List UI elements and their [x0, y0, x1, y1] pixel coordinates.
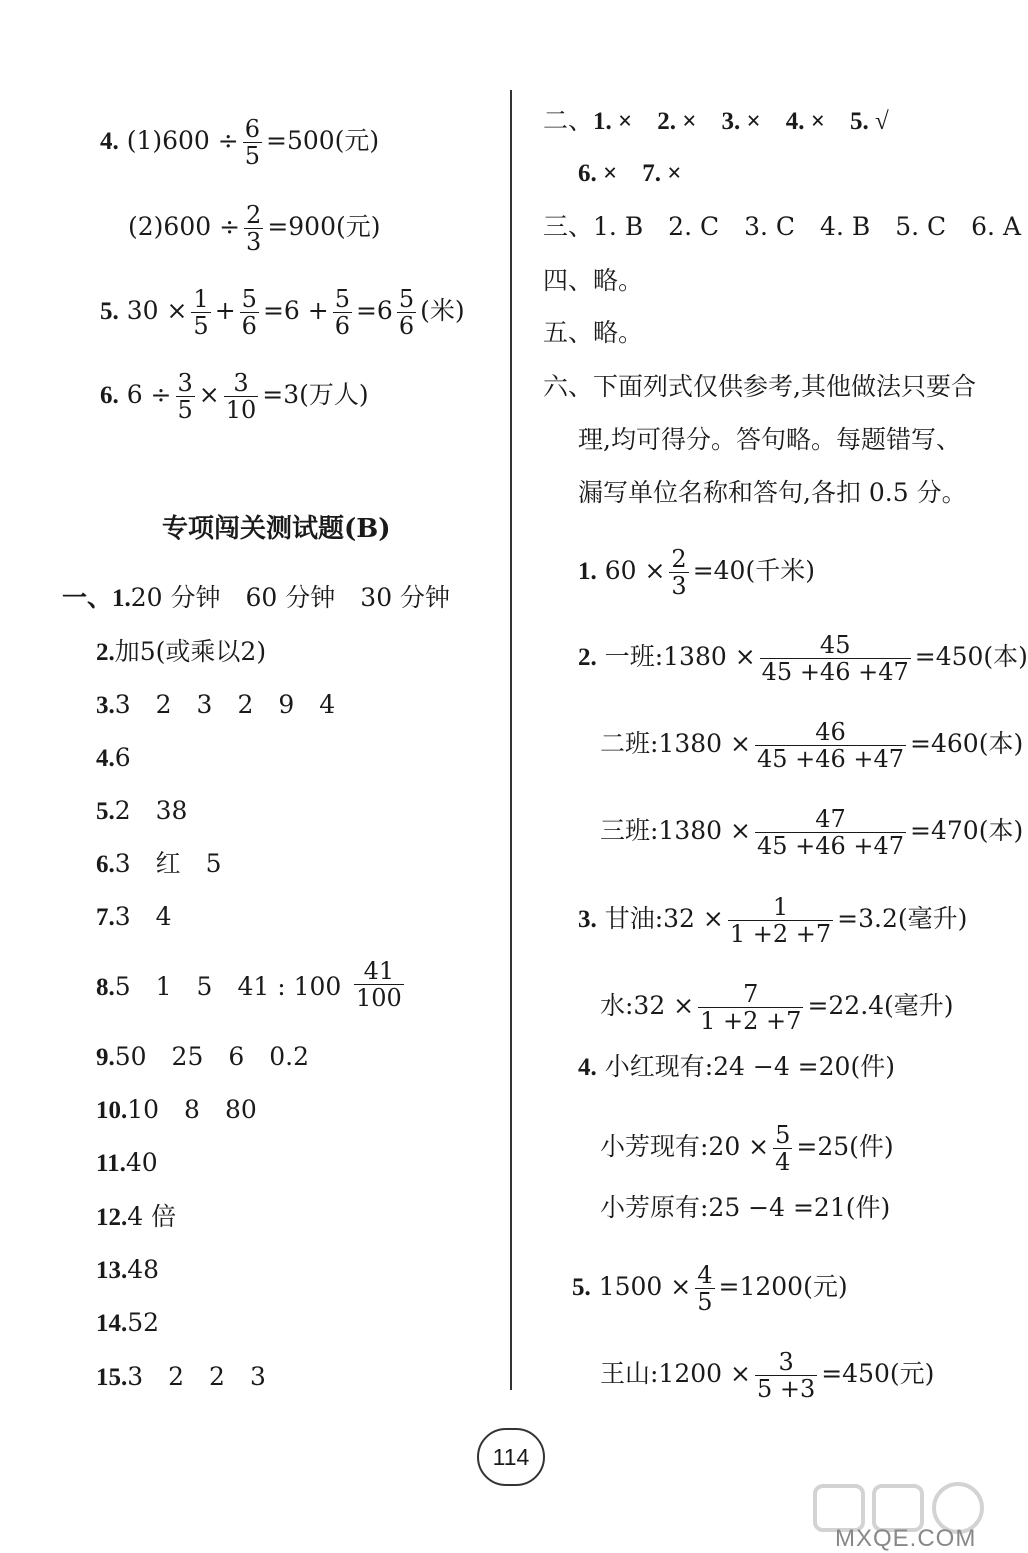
answer-r2-class3: 三班:1380 × $\frac{47}{45 +46 +47}$ =470(本)	[600, 805, 1024, 860]
fraction: $\frac{6}{5}$	[244, 115, 261, 170]
list-item: 9.50 25 6 0.2	[96, 1042, 310, 1071]
answer-4-1: 4. (1)600 ÷ $\frac{6}{5}$ =500(元)	[100, 115, 380, 170]
list-item: 7.3 4	[96, 902, 172, 931]
list-item: 4.6	[96, 743, 131, 772]
answer-4-2: (2)600 ÷ $\frac{2}{3}$ =900(元)	[128, 201, 381, 256]
answer-r3-water: 水:32 × $\frac{7}{1 +2 +7}$ =22.4(毫升)	[600, 980, 954, 1035]
answer-r2-class1: 2. 一班:1380 × $\frac{45}{45 +46 +47}$ =450(本)	[578, 631, 1028, 686]
section-title: 专项闯关测试题(B)	[162, 514, 391, 544]
section-6-intro-3: 漏写单位名称和答句,各扣 0.5 分。	[578, 478, 967, 507]
list-item: 6.3 红 5	[96, 849, 222, 878]
section-5: 五、略。	[543, 318, 644, 347]
list-item: 13.48	[96, 1255, 160, 1284]
fraction-41-100: $\frac{41}{100}$	[356, 957, 402, 1012]
answer-r1: 1. 60 × $\frac{2}{3}$ =40(千米)	[578, 545, 815, 600]
section-2-line-2: 6. × 7. ×	[578, 160, 682, 187]
answer-5: 5. 30 × $\frac{1}{5}$ + $\frac{5}{6}$ =6 + $\frac{5}{6}$ =6 $\frac{5}{6}$ (米)	[100, 285, 465, 340]
list-item: 10.10 8 80	[96, 1095, 257, 1124]
list-item: 11.40	[96, 1148, 158, 1177]
answer-r4-b: 小芳现有:20 × $\frac{5}{4}$ =25(件)	[600, 1121, 894, 1176]
watermark-url: MXQE.COM	[835, 1525, 977, 1552]
list-item: 3.3 2 3 2 9 4	[96, 690, 336, 719]
answer-r3-glycerin: 3. 甘油:32 × $\frac{1}{1 +2 +7}$ =3.2(毫升)	[578, 893, 968, 948]
list-item: 2.加5(或乘以2)	[96, 637, 267, 666]
section-3: 三、1. B 2. C 3. C 4. B 5. C 6. A	[543, 212, 1021, 241]
section-2-line-1: 二、1. × 2. × 3. × 4. × 5. √	[543, 106, 889, 135]
answer-6: 6. 6 ÷ $\frac{3}{5}$ × $\frac{3}{10}$ =3(万人)	[100, 369, 369, 424]
page-number: 114	[477, 1428, 545, 1486]
answer-r4-c: 小芳原有:25 −4 =21(件)	[600, 1193, 891, 1222]
answer-r5-b: 王山:1200 × $\frac{3}{5 +3}$ =450(元)	[600, 1348, 935, 1403]
list-item: 一、1.20 分钟 60 分钟 30 分钟	[62, 583, 451, 612]
column-divider	[510, 90, 512, 1390]
answer-r2-class2: 二班:1380 × $\frac{46}{45 +46 +47}$ =460(本)	[600, 718, 1024, 773]
section-4: 四、略。	[543, 266, 644, 295]
list-item: 12.4 倍	[96, 1202, 177, 1231]
answer-r5-a: 5. 1500 × $\frac{4}{5}$ =1200(元)	[572, 1261, 848, 1316]
fraction: $\frac{2}{3}$	[246, 201, 262, 256]
list-item: 14.52	[96, 1308, 160, 1337]
list-item: 5.2 38	[96, 796, 188, 825]
answer-r4-a: 4. 小红现有:24 −4 =20(件)	[578, 1052, 895, 1081]
section-6-intro-1: 六、下面列式仅供参考,其他做法只要合	[543, 372, 976, 401]
list-item: 8.5 1 5 41 : 100	[96, 972, 342, 1001]
list-item: 15.3 2 2 3	[96, 1362, 266, 1391]
section-6-intro-2: 理,均可得分。答句略。每题错写、	[578, 425, 961, 454]
